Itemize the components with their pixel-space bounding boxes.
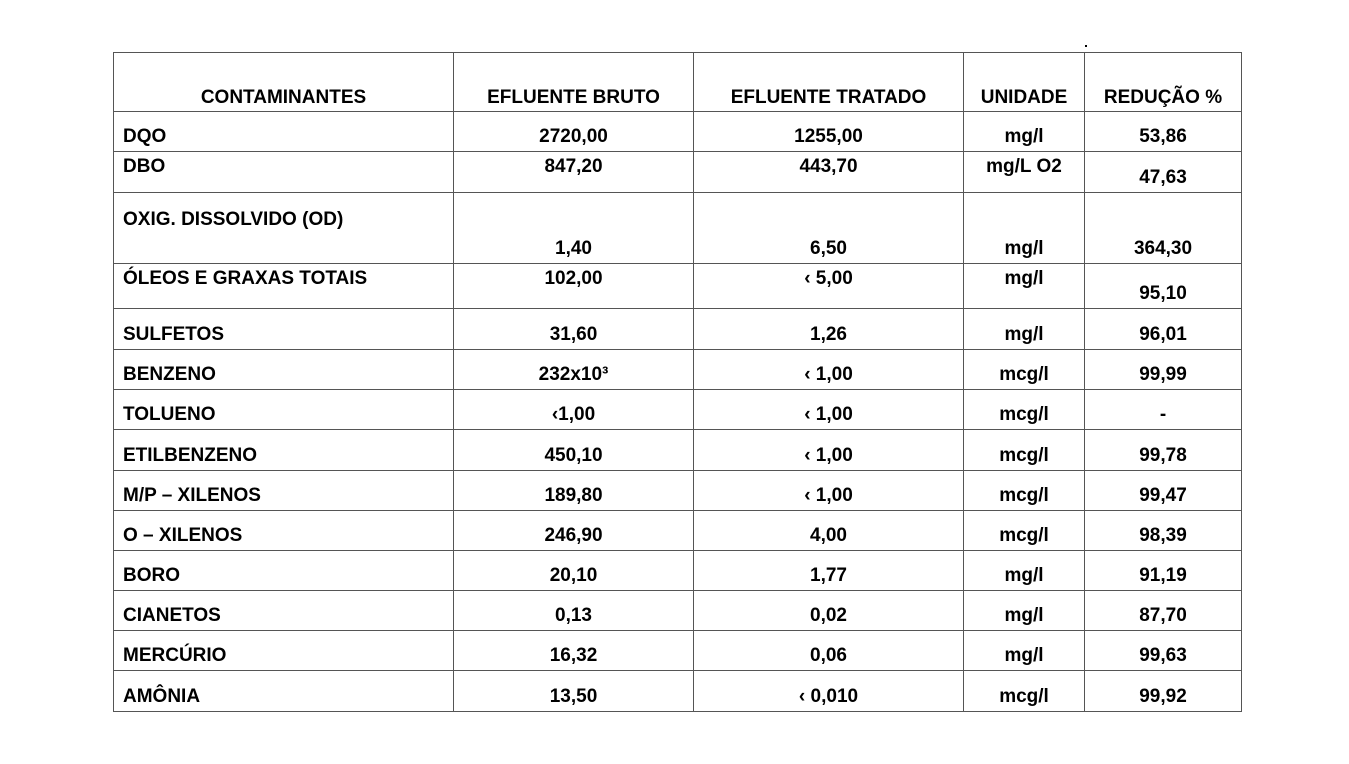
cell-reducao: 87,70: [1085, 591, 1242, 631]
cell-tratado: 1,26: [694, 309, 964, 350]
cell-bruto: 246,90: [454, 511, 694, 551]
table-row: [114, 551, 1242, 591]
cell-unidade: mcg/l: [964, 471, 1085, 511]
header-row: [114, 53, 1242, 112]
cell-name: BORO: [114, 551, 454, 591]
cell-unidade: mg/l: [964, 631, 1085, 671]
cell-tratado: ‹ 0,010: [694, 671, 964, 712]
cell-name: ETILBENZENO: [114, 430, 454, 471]
cell-unidade: mg/l: [964, 591, 1085, 631]
cell-unidade: mg/l: [964, 193, 1085, 264]
cell-reducao: 99,63: [1085, 631, 1242, 671]
cell-bruto: 847,20: [454, 152, 694, 193]
cell-tratado: 0,06: [694, 631, 964, 671]
cell-reducao: 96,01: [1085, 309, 1242, 350]
cell-tratado: ‹ 1,00: [694, 350, 964, 390]
table-row: [114, 390, 1242, 430]
table-row: [114, 309, 1242, 350]
header-unidade: UNIDADE: [964, 53, 1085, 112]
cell-tratado: 6,50: [694, 193, 964, 264]
cell-unidade: mcg/l: [964, 511, 1085, 551]
cell-tratado: 1,77: [694, 551, 964, 591]
cell-reducao: 95,10: [1085, 264, 1242, 309]
cell-reducao: 99,99: [1085, 350, 1242, 390]
cell-bruto: 31,60: [454, 309, 694, 350]
cell-tratado: ‹ 1,00: [694, 471, 964, 511]
cell-bruto: 1,40: [454, 193, 694, 264]
cell-name: BENZENO: [114, 350, 454, 390]
cell-name: DBO: [114, 152, 454, 193]
cell-unidade: mcg/l: [964, 390, 1085, 430]
cell-name: DQO: [114, 112, 454, 152]
table-row: [114, 671, 1242, 712]
table-row: [114, 511, 1242, 551]
table-row: [114, 112, 1242, 152]
cell-unidade: mcg/l: [964, 430, 1085, 471]
cell-bruto: 20,10: [454, 551, 694, 591]
cell-unidade: mg/l: [964, 551, 1085, 591]
cell-reducao: 364,30: [1085, 193, 1242, 264]
table-row: [114, 430, 1242, 471]
cell-bruto: 450,10: [454, 430, 694, 471]
cell-name: SULFETOS: [114, 309, 454, 350]
cell-unidade: mg/l: [964, 112, 1085, 152]
cell-unidade: mcg/l: [964, 671, 1085, 712]
cell-reducao: 99,78: [1085, 430, 1242, 471]
cell-tratado: ‹ 1,00: [694, 390, 964, 430]
cell-bruto: 2720,00: [454, 112, 694, 152]
stray-dot: [1085, 45, 1087, 47]
cell-name: OXIG. DISSOLVIDO (OD): [114, 193, 454, 264]
table-row: [114, 264, 1242, 309]
cell-unidade: mg/l: [964, 309, 1085, 350]
cell-name: AMÔNIA: [114, 671, 454, 712]
cell-name: CIANETOS: [114, 591, 454, 631]
cell-name: O – XILENOS: [114, 511, 454, 551]
header-efluente-tratado: EFLUENTE TRATADO: [694, 53, 964, 112]
cell-bruto: 232x10³: [454, 350, 694, 390]
table-row: [114, 471, 1242, 511]
cell-bruto: 189,80: [454, 471, 694, 511]
header-contaminantes: CONTAMINANTES: [114, 53, 454, 112]
table-row: [114, 193, 1242, 264]
cell-tratado: 4,00: [694, 511, 964, 551]
table-row: [114, 152, 1242, 193]
table-row: [114, 350, 1242, 390]
contaminants-table: [113, 52, 1242, 712]
cell-unidade: mg/l: [964, 264, 1085, 309]
cell-unidade: mg/L O2: [964, 152, 1085, 193]
cell-reducao: 98,39: [1085, 511, 1242, 551]
cell-reducao: 91,19: [1085, 551, 1242, 591]
cell-tratado: ‹ 5,00: [694, 264, 964, 309]
table-row: [114, 631, 1242, 671]
cell-reducao: 47,63: [1085, 152, 1242, 193]
cell-name: TOLUENO: [114, 390, 454, 430]
cell-bruto: 102,00: [454, 264, 694, 309]
cell-reducao: 99,47: [1085, 471, 1242, 511]
header-reducao: REDUÇÃO %: [1085, 53, 1242, 112]
cell-name: MERCÚRIO: [114, 631, 454, 671]
cell-unidade: mcg/l: [964, 350, 1085, 390]
cell-tratado: 1255,00: [694, 112, 964, 152]
header-efluente-bruto: EFLUENTE BRUTO: [454, 53, 694, 112]
table-row: [114, 591, 1242, 631]
cell-reducao: 53,86: [1085, 112, 1242, 152]
cell-name: ÓLEOS E GRAXAS TOTAIS: [114, 264, 454, 309]
cell-bruto: ‹1,00: [454, 390, 694, 430]
cell-tratado: ‹ 1,00: [694, 430, 964, 471]
cell-reducao: -: [1085, 390, 1242, 430]
cell-bruto: 13,50: [454, 671, 694, 712]
cell-tratado: 0,02: [694, 591, 964, 631]
cell-bruto: 16,32: [454, 631, 694, 671]
cell-tratado: 443,70: [694, 152, 964, 193]
cell-reducao: 99,92: [1085, 671, 1242, 712]
cell-bruto: 0,13: [454, 591, 694, 631]
cell-name: M/P – XILENOS: [114, 471, 454, 511]
